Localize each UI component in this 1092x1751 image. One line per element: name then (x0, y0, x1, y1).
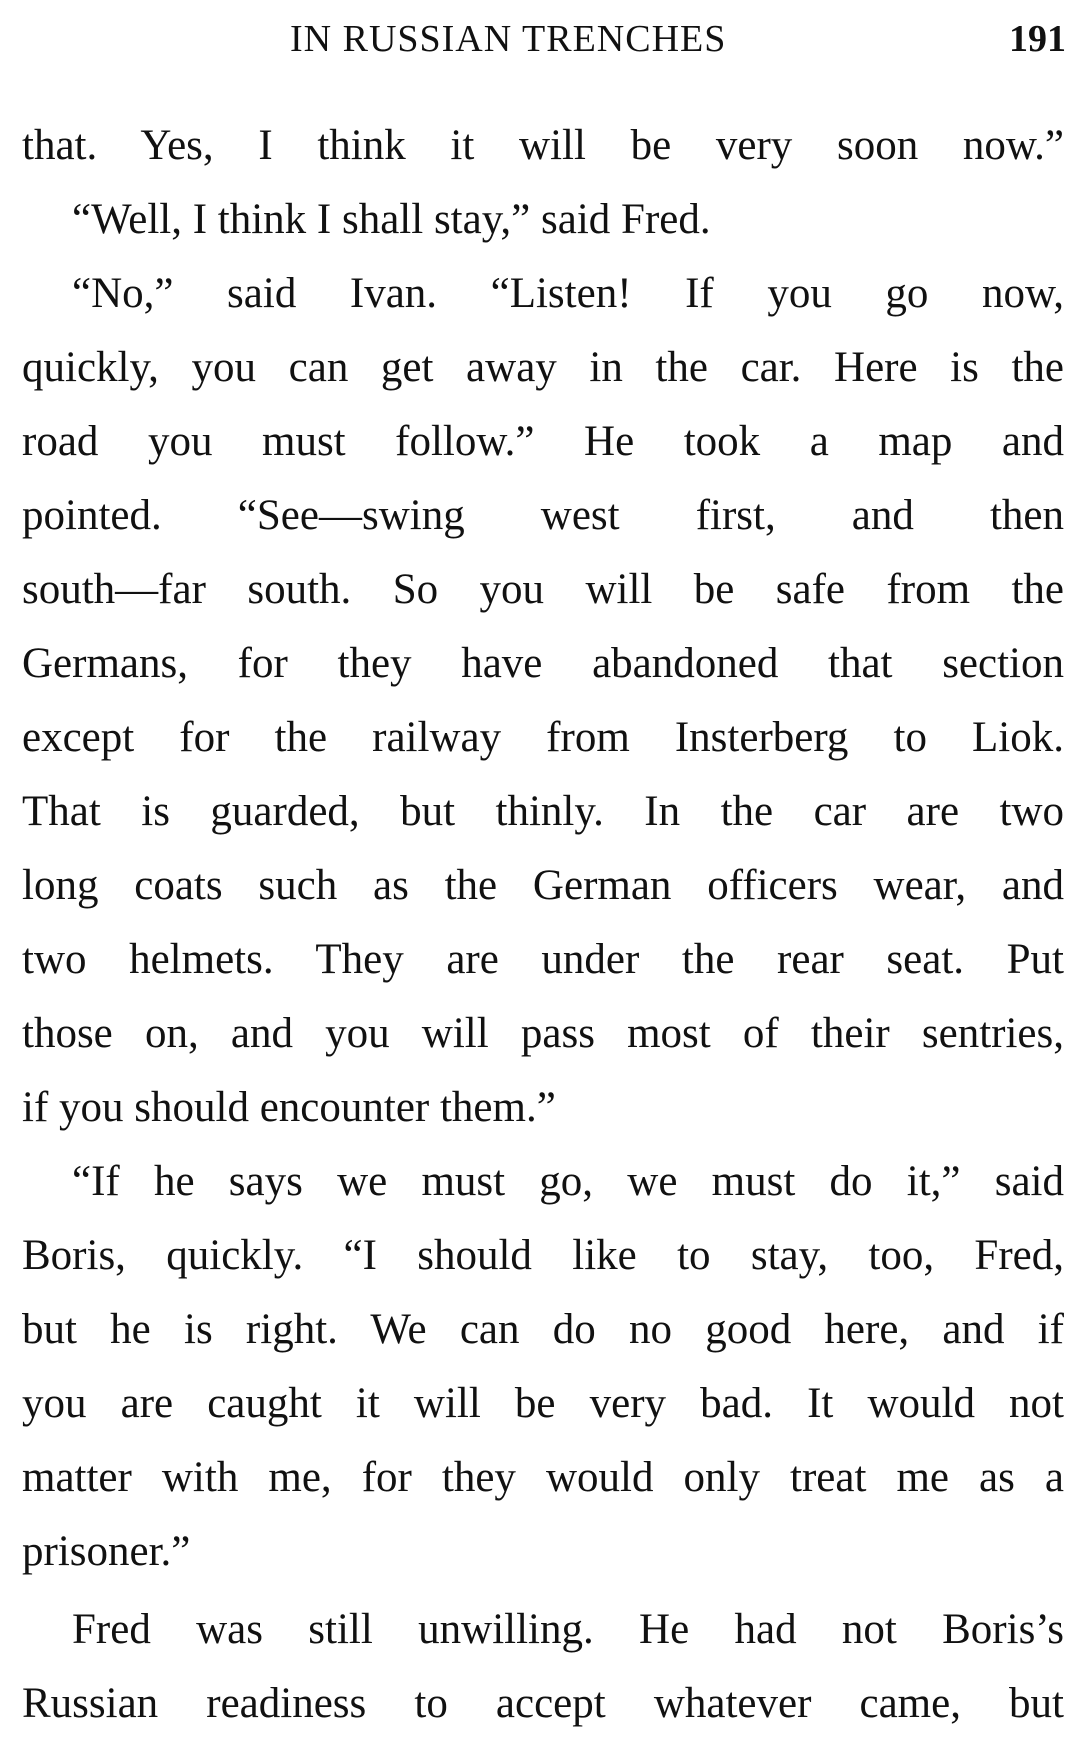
text-line: south—far south. So you will be safe from the (22, 566, 1064, 613)
text-line: matter with me, for they would only treat me as a (22, 1454, 1064, 1501)
text-line: Germans, for they have abandoned that section (22, 640, 1064, 687)
text-line: pointed. “See—swing west first, and then (22, 492, 1064, 539)
text-line: quickly, you can get away in the car. Here is the (22, 344, 1064, 391)
text-line: road you must follow.” He took a map and (22, 418, 1064, 465)
text-line: that. Yes, I think it will be very soon now.” (22, 122, 1064, 169)
text-line: but he is right. We can do no good here, and if (22, 1306, 1064, 1353)
text-line: two helmets. They are under the rear seat. Put (22, 936, 1064, 983)
text-line: if you should encounter them.” (22, 1084, 556, 1131)
text-line: Fred was still unwilling. He had not Boris’s (72, 1606, 1064, 1653)
text-line: long coats such as the German officers wear, and (22, 862, 1064, 909)
text-line: Boris, quickly. “I should like to stay, too, Fred, (22, 1232, 1064, 1279)
text-line: Russian readiness to accept whatever came, but (22, 1680, 1064, 1727)
text-line: you are caught it will be very bad. It would not (22, 1380, 1064, 1427)
text-line: That is guarded, but thinly. In the car are two (22, 788, 1064, 835)
text-line: prisoner.” (22, 1528, 191, 1575)
page-number: 191 (1009, 18, 1066, 60)
text-line: those on, and you will pass most of their sentries, (22, 1010, 1064, 1057)
body-text (22, 109, 1064, 1741)
text-line: “No,” said Ivan. “Listen! If you go now, (72, 270, 1064, 317)
text-line: except for the railway from Insterberg to Liok. (22, 714, 1064, 761)
text-line: “If he says we must go, we must do it,” said (72, 1158, 1064, 1205)
running-head (0, 14, 1092, 64)
text-line: “Well, I think I shall stay,” said Fred. (72, 196, 711, 243)
running-title: IN RUSSIAN TRENCHES (290, 18, 727, 60)
